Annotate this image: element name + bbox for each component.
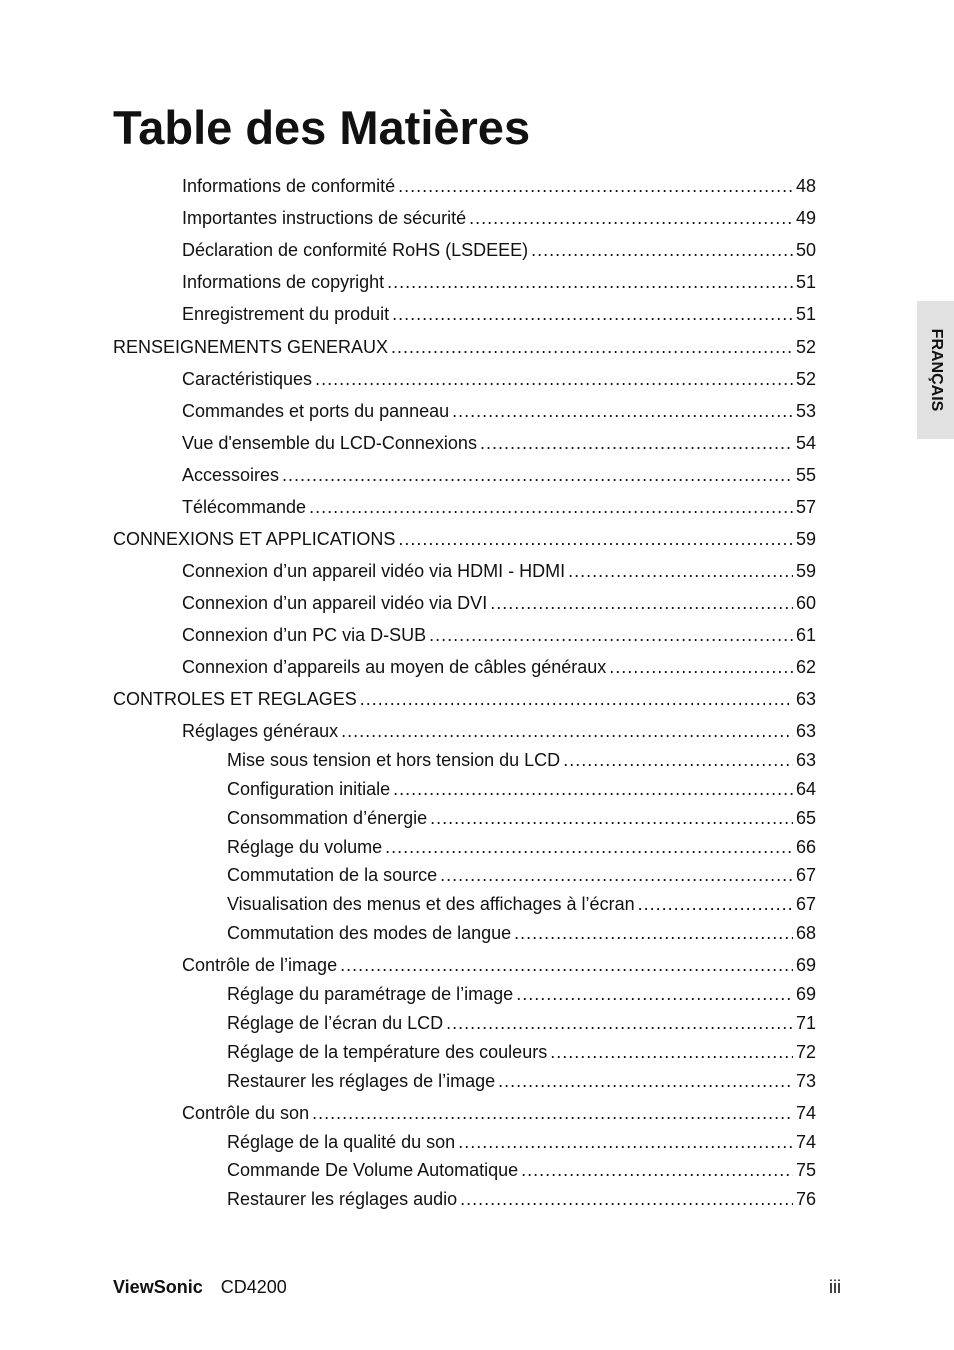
toc-entry[interactable] bbox=[182, 239, 816, 261]
toc-entry[interactable] bbox=[227, 983, 816, 1005]
toc-entry-label: Réglage de la température des couleurs bbox=[227, 1042, 548, 1062]
toc-entry-label: CONTROLES ET REGLAGES bbox=[113, 689, 357, 709]
toc-entry-label: Commandes et ports du panneau bbox=[182, 401, 450, 421]
toc-entry-page: 67 bbox=[795, 894, 816, 914]
toc-dot-leader bbox=[385, 836, 793, 858]
toc-entry[interactable] bbox=[113, 688, 816, 710]
toc-dot-leader bbox=[340, 954, 793, 976]
toc-entry-label: Commande De Volume Automatique bbox=[227, 1160, 519, 1180]
toc-dot-leader bbox=[440, 864, 793, 886]
toc-entry[interactable] bbox=[182, 303, 816, 325]
toc-entry-page: 74 bbox=[795, 1132, 816, 1152]
toc-entry-label: Restaurer les réglages de l’image bbox=[227, 1071, 496, 1091]
toc-entry-page: 67 bbox=[795, 865, 816, 885]
toc-entry[interactable] bbox=[182, 175, 816, 197]
toc-entry[interactable] bbox=[227, 1188, 816, 1210]
toc-entry[interactable] bbox=[182, 464, 816, 486]
toc-entry[interactable] bbox=[227, 778, 816, 800]
toc-entry[interactable] bbox=[227, 749, 816, 771]
toc-entry[interactable] bbox=[227, 1159, 816, 1181]
toc-dot-leader bbox=[393, 778, 793, 800]
toc-entry-page: 61 bbox=[795, 625, 816, 645]
page-footer bbox=[113, 1276, 841, 1298]
toc-dot-leader bbox=[514, 922, 793, 944]
toc-entry[interactable] bbox=[182, 954, 816, 976]
toc-entry-page: 62 bbox=[795, 657, 816, 677]
toc-dot-leader bbox=[392, 303, 793, 325]
toc-entry[interactable] bbox=[182, 656, 816, 678]
language-tab-label: FRANÇAIS bbox=[927, 328, 945, 412]
toc-entry-label: Consommation d’énergie bbox=[227, 808, 428, 828]
toc-entry-page: 60 bbox=[795, 593, 816, 613]
toc-entry-label: Caractéristiques bbox=[182, 369, 313, 389]
toc-dot-leader bbox=[531, 239, 793, 261]
toc-entry-label: Visualisation des menus et des affichages à l’écran bbox=[227, 894, 635, 914]
toc-entry-label: Réglage de l’écran du LCD bbox=[227, 1013, 444, 1033]
toc-entry-page: 50 bbox=[795, 240, 816, 260]
toc-entry[interactable] bbox=[227, 1070, 816, 1092]
toc-entry-label: Restaurer les réglages audio bbox=[227, 1189, 458, 1209]
toc-dot-leader bbox=[638, 893, 793, 915]
toc-entry[interactable] bbox=[227, 1041, 816, 1063]
toc-dot-leader bbox=[398, 175, 793, 197]
toc-dot-leader bbox=[498, 1070, 793, 1092]
language-tab bbox=[917, 301, 954, 439]
toc-entry-label: Vue d'ensemble du LCD-Connexions bbox=[182, 433, 477, 453]
toc-entry-page: 53 bbox=[795, 401, 816, 421]
toc-entry-label: Connexion d’un PC via D-SUB bbox=[182, 625, 427, 645]
toc-dot-leader bbox=[446, 1012, 793, 1034]
toc-entry-page: 63 bbox=[795, 750, 816, 770]
toc-entry-label: Informations de copyright bbox=[182, 272, 385, 292]
toc-dot-leader bbox=[458, 1131, 793, 1153]
toc-entry-label: Connexion d’appareils au moyen de câbles généraux bbox=[182, 657, 607, 677]
toc-dot-leader bbox=[341, 720, 793, 742]
toc-entry-label: Contrôle de l’image bbox=[182, 955, 338, 975]
toc-entry[interactable] bbox=[227, 864, 816, 886]
toc-entry-label: Importantes instructions de sécurité bbox=[182, 208, 467, 228]
toc-entry-label: Commutation de la source bbox=[227, 865, 438, 885]
toc-entry[interactable] bbox=[227, 807, 816, 829]
toc-dot-leader bbox=[480, 432, 793, 454]
toc-entry-page: 54 bbox=[795, 433, 816, 453]
toc-dot-leader bbox=[563, 749, 793, 771]
toc-entry[interactable] bbox=[182, 368, 816, 390]
toc-entry-label: CONNEXIONS ET APPLICATIONS bbox=[113, 529, 396, 549]
toc-entry-label: Connexion d’un appareil vidéo via HDMI - HDMI bbox=[182, 561, 566, 581]
toc-entry-page: 64 bbox=[795, 779, 816, 799]
toc-dot-leader bbox=[315, 368, 793, 390]
toc-entry-page: 73 bbox=[795, 1071, 816, 1091]
toc-dot-leader bbox=[312, 1102, 793, 1124]
toc-entry-label: Contrôle du son bbox=[182, 1103, 310, 1123]
toc-dot-leader bbox=[460, 1188, 793, 1210]
toc-dot-leader bbox=[516, 983, 793, 1005]
toc-entry[interactable] bbox=[182, 271, 816, 293]
toc-entry-page: 76 bbox=[795, 1189, 816, 1209]
toc-dot-leader bbox=[398, 528, 793, 550]
toc-dot-leader bbox=[360, 688, 793, 710]
toc-dot-leader bbox=[609, 656, 793, 678]
toc-entry-page: 59 bbox=[795, 561, 816, 581]
toc-entry-page: 68 bbox=[795, 923, 816, 943]
toc-entry[interactable] bbox=[227, 922, 816, 944]
toc-entry-label: Configuration initiale bbox=[227, 779, 391, 799]
toc-entry-page: 49 bbox=[795, 208, 816, 228]
toc-entry-page: 63 bbox=[795, 689, 816, 709]
toc-dot-leader bbox=[550, 1041, 793, 1063]
toc-entry-page: 66 bbox=[795, 837, 816, 857]
footer-page-number: iii bbox=[829, 1277, 841, 1297]
toc-entry-page: 48 bbox=[795, 176, 816, 196]
page-title: Table des Matières bbox=[113, 101, 531, 154]
toc-entry-label: Déclaration de conformité RoHS (LSDEEE) bbox=[182, 240, 529, 260]
toc-entry-label: Réglage du volume bbox=[227, 837, 383, 857]
toc-entry-page: 59 bbox=[795, 529, 816, 549]
toc-entry[interactable] bbox=[113, 336, 816, 358]
toc-entry-page: 65 bbox=[795, 808, 816, 828]
toc-entry[interactable] bbox=[227, 1131, 816, 1153]
toc-entry[interactable] bbox=[227, 836, 816, 858]
toc-dot-leader bbox=[309, 496, 793, 518]
toc-dot-leader bbox=[430, 807, 793, 829]
toc-entry-page: 71 bbox=[795, 1013, 816, 1033]
toc-entry[interactable] bbox=[182, 624, 816, 646]
toc-entry-label: Mise sous tension et hors tension du LCD bbox=[227, 750, 561, 770]
toc-entry-label: Connexion d’un appareil vidéo via DVI bbox=[182, 593, 488, 613]
toc-dot-leader bbox=[521, 1159, 793, 1181]
toc-entry-page: 55 bbox=[795, 465, 816, 485]
toc-entry[interactable] bbox=[227, 1012, 816, 1034]
toc-dot-leader bbox=[429, 624, 793, 646]
toc-entry[interactable] bbox=[182, 592, 816, 614]
toc-entry-page: 52 bbox=[795, 337, 816, 357]
toc-entry-label: Enregistrement du produit bbox=[182, 304, 390, 324]
toc-entry-page: 57 bbox=[795, 497, 816, 517]
toc-entry[interactable] bbox=[182, 560, 816, 582]
toc-entry[interactable] bbox=[113, 528, 816, 550]
toc-entry-page: 75 bbox=[795, 1160, 816, 1180]
toc-entry-page: 74 bbox=[795, 1103, 816, 1123]
toc-entry-page: 63 bbox=[795, 721, 816, 741]
toc-dot-leader bbox=[282, 464, 793, 486]
toc-entry[interactable] bbox=[182, 1102, 816, 1124]
toc-dot-leader bbox=[391, 336, 793, 358]
toc-entry-label: Réglages généraux bbox=[182, 721, 339, 741]
toc-entry-page: 52 bbox=[795, 369, 816, 389]
toc-entry-page: 69 bbox=[795, 955, 816, 975]
toc-entry-page: 69 bbox=[795, 984, 816, 1004]
footer-model: CD4200 bbox=[220, 1277, 287, 1297]
toc-dot-leader bbox=[568, 560, 793, 582]
toc-entry-label: Commutation des modes de langue bbox=[227, 923, 512, 943]
toc-entry[interactable] bbox=[182, 400, 816, 422]
toc-dot-leader bbox=[387, 271, 793, 293]
toc-entry[interactable] bbox=[182, 207, 816, 229]
toc-entry-label: Accessoires bbox=[182, 465, 280, 485]
toc-entry-label: Informations de conformité bbox=[182, 176, 396, 196]
footer-brand: ViewSonic bbox=[113, 1277, 203, 1297]
toc-entry-label: Réglage de la qualité du son bbox=[227, 1132, 456, 1152]
toc-entry-page: 51 bbox=[795, 304, 816, 324]
toc-entry-page: 72 bbox=[795, 1042, 816, 1062]
toc-entry[interactable] bbox=[227, 893, 816, 915]
toc-entry-label: RENSEIGNEMENTS GENERAUX bbox=[113, 337, 389, 357]
toc-entry-label: Réglage du paramétrage de l’image bbox=[227, 984, 514, 1004]
toc-entry-label: Télécommande bbox=[182, 497, 307, 517]
toc-entry[interactable] bbox=[182, 432, 816, 454]
toc-entry[interactable] bbox=[182, 720, 816, 742]
toc-dot-leader bbox=[452, 400, 793, 422]
toc-dot-leader bbox=[469, 207, 793, 229]
toc-entry[interactable] bbox=[182, 496, 816, 518]
toc-dot-leader bbox=[490, 592, 793, 614]
toc-entry-page: 51 bbox=[795, 272, 816, 292]
